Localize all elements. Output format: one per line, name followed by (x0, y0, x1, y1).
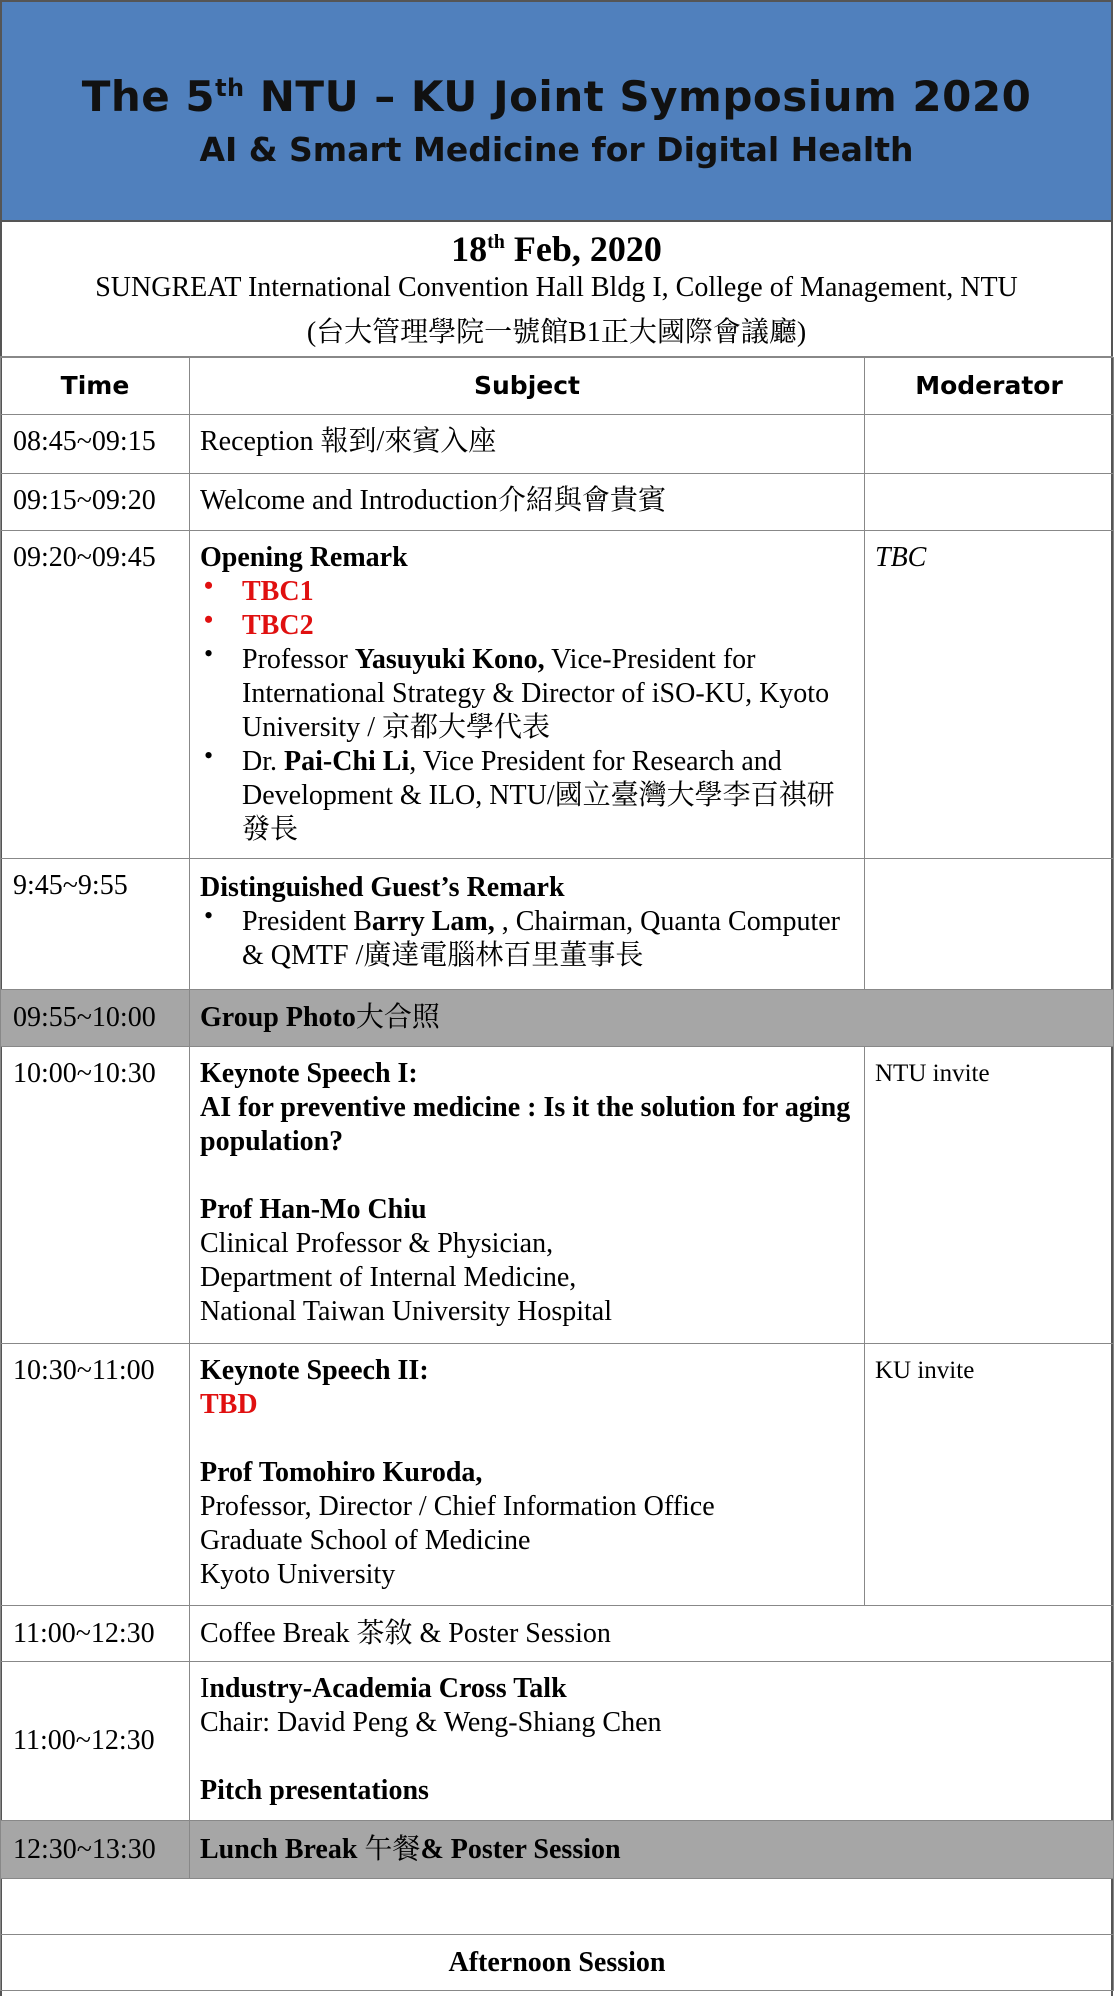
row-moderator (865, 415, 1114, 474)
list-item: • Dr. Pai-Chi Li, Vice President for Research and Development & ILO, NTU/國立臺灣大學李百祺研發長 (242, 745, 856, 847)
afternoon-session-label: Afternoon Session (1, 1935, 1114, 1991)
table-row (1, 474, 1114, 531)
table-row (1, 531, 1114, 859)
row-time: 09:15~09:20 (1, 474, 190, 531)
guest-remark-title: Distinguished Guest’s Remark (200, 872, 565, 903)
table-row (1, 859, 1114, 990)
row-time: 11:00~12:30 (1, 1606, 190, 1662)
table-row (1, 1344, 1114, 1606)
speaker-list (200, 905, 856, 973)
list-item: • TBC2 (242, 609, 856, 643)
row-subject: Coffee Break 茶敘 & Poster Session (190, 1606, 1114, 1662)
column-header-moderator: Moderator (865, 358, 1114, 415)
opening-remark-title: Opening Remark (200, 542, 408, 573)
talk-title: AI for preventive medicine : Is it the solution for aging population? (200, 1092, 851, 1157)
title-banner (0, 0, 1113, 222)
list-item: • TBC1 (242, 575, 856, 609)
table-row (1, 990, 1114, 1047)
symposium-subtitle: AI & Smart Medicine for Digital Health (199, 130, 914, 169)
row-moderator (865, 859, 1114, 990)
talk-title: TBD (200, 1389, 258, 1420)
row-subject (190, 1344, 865, 1606)
table-row (1, 1606, 1114, 1662)
table-row (1, 1662, 1114, 1821)
keynote-title: Keynote Speech II: (200, 1355, 429, 1386)
row-moderator: NTU invite (865, 1047, 1114, 1344)
pitch-presentations: Pitch presentations (200, 1775, 429, 1806)
list-item: • President Barry Lam, , Chairman, Quanta Computer & QMTF /廣達電腦林百里董事長 (242, 905, 856, 973)
empty-row (1, 1879, 1114, 1935)
row-subject (190, 859, 865, 990)
speaker-affiliation: National Taiwan University Hospital (200, 1296, 613, 1327)
schedule-table (0, 357, 1114, 1991)
row-moderator: TBC (865, 531, 1114, 859)
cross-talk-title: Industry-Academia Cross Talk (200, 1673, 567, 1704)
speaker-affiliation: Clinical Professor & Physician, (200, 1228, 554, 1259)
table-row (1, 1821, 1114, 1879)
speaker-name: Prof Han-Mo Chiu (200, 1194, 427, 1225)
row-subject (190, 1662, 1114, 1821)
speaker-affiliation: Graduate School of Medicine (200, 1525, 531, 1556)
row-subject: Group Photo大合照 (190, 990, 1114, 1047)
event-date: 18th Feb, 2020 (451, 229, 662, 269)
column-header-time: Time (1, 358, 190, 415)
row-subject: Lunch Break 午餐& Poster Session (190, 1821, 1114, 1879)
cross-talk-chair: Chair: David Peng & Weng-Shiang Chen (200, 1707, 662, 1738)
row-subject (190, 531, 865, 859)
table-row (1, 1047, 1114, 1344)
row-time: 08:45~09:15 (1, 415, 190, 474)
speaker-affiliation: Department of Internal Medicine, (200, 1262, 577, 1293)
speaker-list (200, 575, 856, 847)
table-row (1, 415, 1114, 474)
row-time: 10:00~10:30 (1, 1047, 190, 1344)
table-header-row (1, 358, 1114, 415)
row-moderator (865, 474, 1114, 531)
row-time: 12:30~13:30 (1, 1821, 190, 1879)
row-subject: Reception 報到/來賓入座 (190, 415, 865, 474)
row-subject: Welcome and Introduction介紹與會貴賓 (190, 474, 865, 531)
row-moderator: KU invite (865, 1344, 1114, 1606)
row-time: 10:30~11:00 (1, 1344, 190, 1606)
row-time: 09:20~09:45 (1, 531, 190, 859)
speaker-affiliation: Professor, Director / Chief Information Office (200, 1491, 715, 1522)
keynote-title: Keynote Speech I: (200, 1058, 418, 1089)
table-row (1, 1935, 1114, 1991)
row-time: 9:45~9:55 (1, 859, 190, 990)
column-header-subject: Subject (190, 358, 865, 415)
list-item: • Professor Yasuyuki Kono, Vice-President for International Strategy & Director of iSO-KU, Kyoto University / 京都大學代表 (242, 643, 856, 745)
row-time: 11:00~12:30 (1, 1662, 190, 1821)
event-venue-chinese: (台大管理學院一號館B1正大國際會議廳) (306, 317, 807, 348)
event-venue: SUNGREAT International Convention Hall Bldg I, College of Management, NTU (95, 272, 1018, 303)
event-info (0, 222, 1113, 357)
row-subject (190, 1047, 865, 1344)
symposium-title: The 5th NTU – KU Joint Symposium 2020 (81, 72, 1032, 121)
speaker-affiliation: Kyoto University (200, 1559, 396, 1590)
row-time: 09:55~10:00 (1, 990, 190, 1047)
speaker-name: Prof Tomohiro Kuroda, (200, 1457, 483, 1488)
